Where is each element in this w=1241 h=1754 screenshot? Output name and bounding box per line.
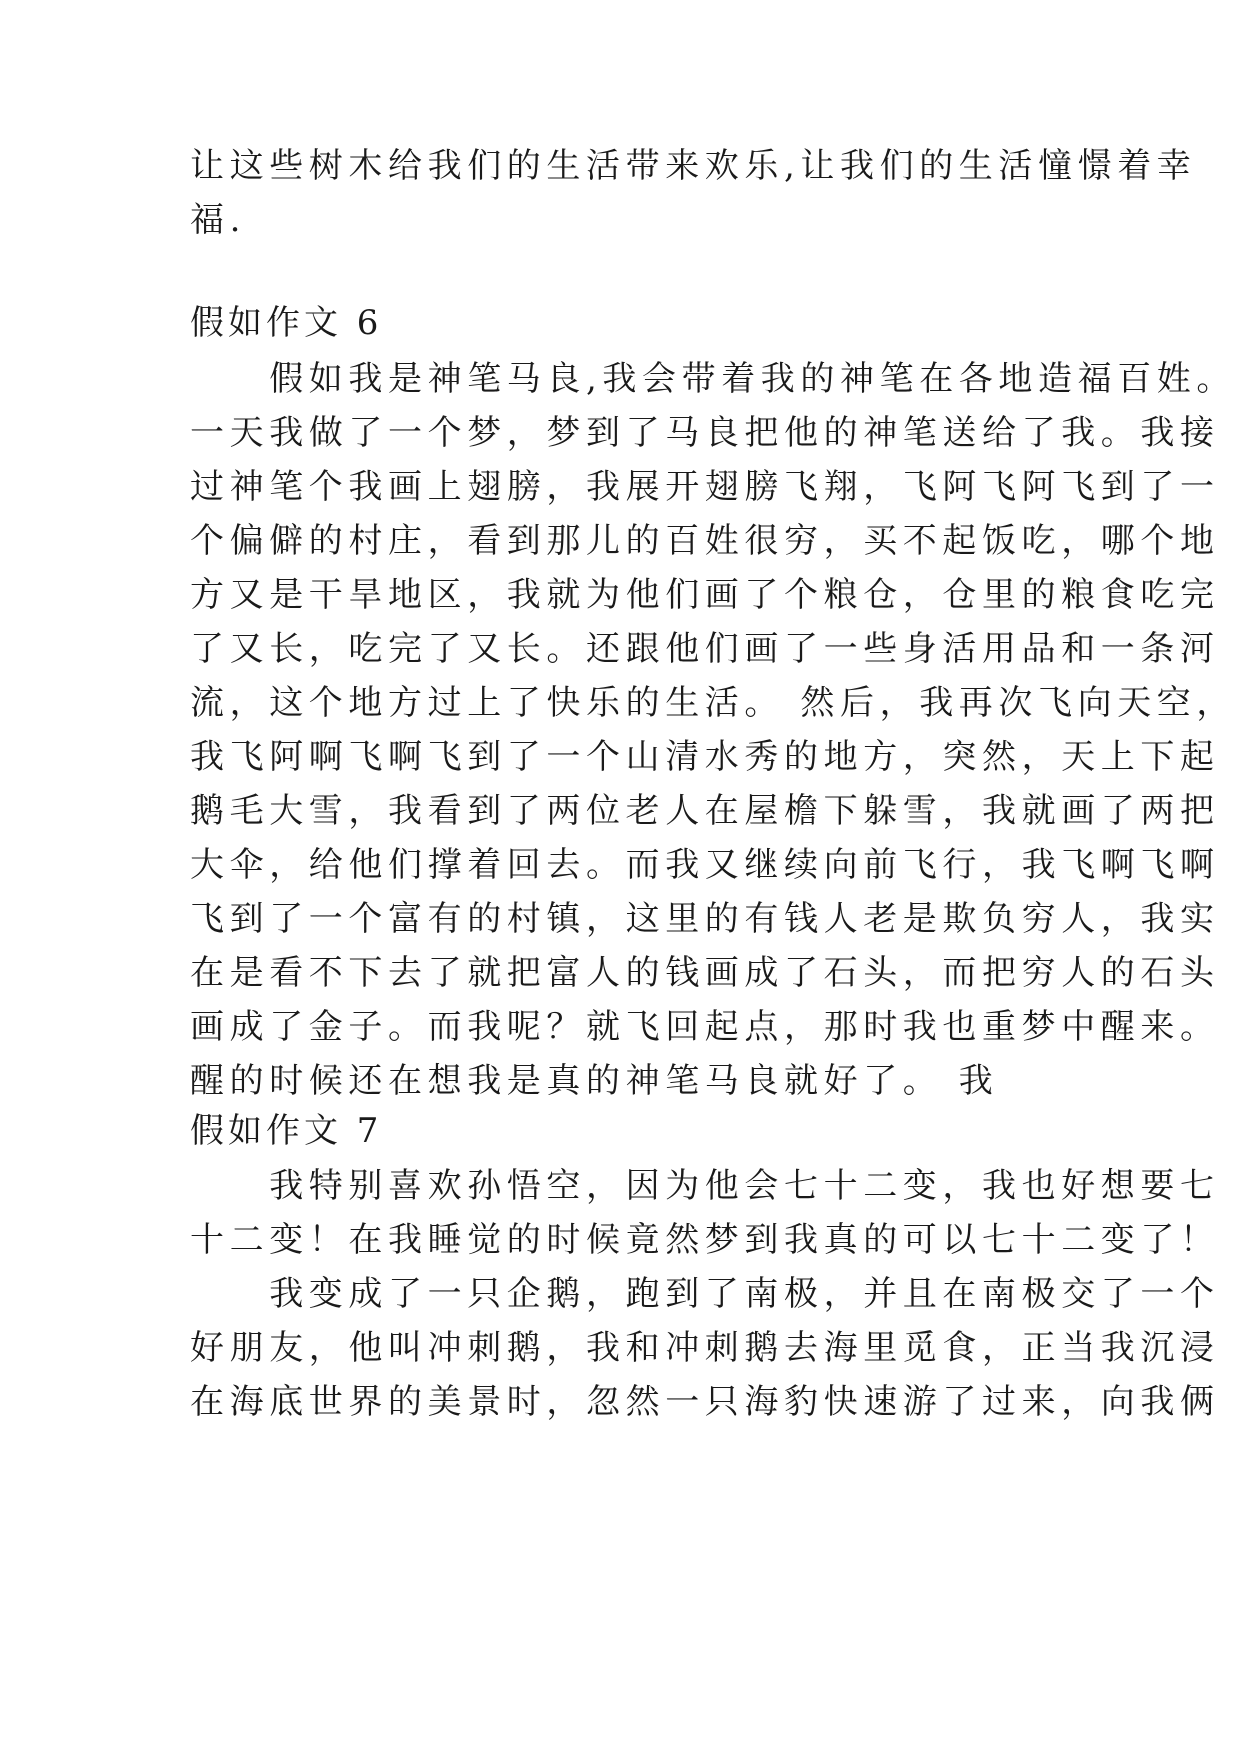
paragraph-line: 好朋友，他叫冲刺鹅，我和冲刺鹅去海里觅食，正当我沉浸 [190,1328,1220,1368]
section-heading-7: 假如作文 7 [190,1111,383,1151]
paragraph-line: 一天我做了一个梦，梦到了马良把他的神笔送给了我。我接 [190,413,1220,453]
paragraph-line: 飞到了一个富有的村镇，这里的有钱人老是欺负穷人，我实 [190,899,1220,939]
paragraph-line: 十二变！在我睡觉的时候竟然梦到我真的可以七十二变了！ [190,1220,1220,1260]
paragraph-line: 大伞，给他们撑着回去。而我又继续向前飞行，我飞啊飞啊 [190,845,1220,885]
paragraph-line: 让这些树木给我们的生活带来欢乐,让我们的生活憧憬着幸 [190,146,1197,186]
paragraph-line: 鹅毛大雪，我看到了两位老人在屋檐下躲雪，我就画了两把 [190,791,1220,831]
paragraph-line: 过神笔个我画上翅膀，我展开翅膀飞翔，飞阿飞阿飞到了一 [190,467,1220,507]
paragraph-line: 流，这个地方过上了快乐的生活。 然后，我再次飞向天空， [190,683,1237,723]
paragraph-line: 了又长，吃完了又长。还跟他们画了一些身活用品和一条河 [190,629,1220,669]
paragraph-line: 假如我是神笔马良,我会带着我的神笔在各地造福百姓。 [190,359,1237,399]
paragraph-line: 我飞阿啊飞啊飞到了一个山清水秀的地方，突然，天上下起 [190,737,1220,777]
paragraph-line: 在海底世界的美景时，忽然一只海豹快速游了过来，向我俩 [190,1382,1220,1422]
section-heading-6: 假如作文 6 [190,303,383,343]
paragraph-line: 醒的时候还在想我是真的神笔马良就好了。 我 [190,1061,999,1101]
paragraph-line: 我特别喜欢孙悟空，因为他会七十二变，我也好想要七 [190,1166,1220,1206]
paragraph-line: 方又是干旱地区，我就为他们画了个粮仓，仓里的粮食吃完 [190,575,1220,615]
paragraph-line: 福. [190,200,247,240]
paragraph-line: 在是看不下去了就把富人的钱画成了石头，而把穷人的石头 [190,953,1220,993]
paragraph-line: 我变成了一只企鹅，跑到了南极，并且在南极交了一个 [190,1274,1220,1314]
paragraph-line: 画成了金子。而我呢？就飞回起点，那时我也重梦中醒来。 [190,1007,1220,1047]
paragraph-line: 个偏僻的村庄，看到那儿的百姓很穷，买不起饭吃，哪个地 [190,521,1220,561]
